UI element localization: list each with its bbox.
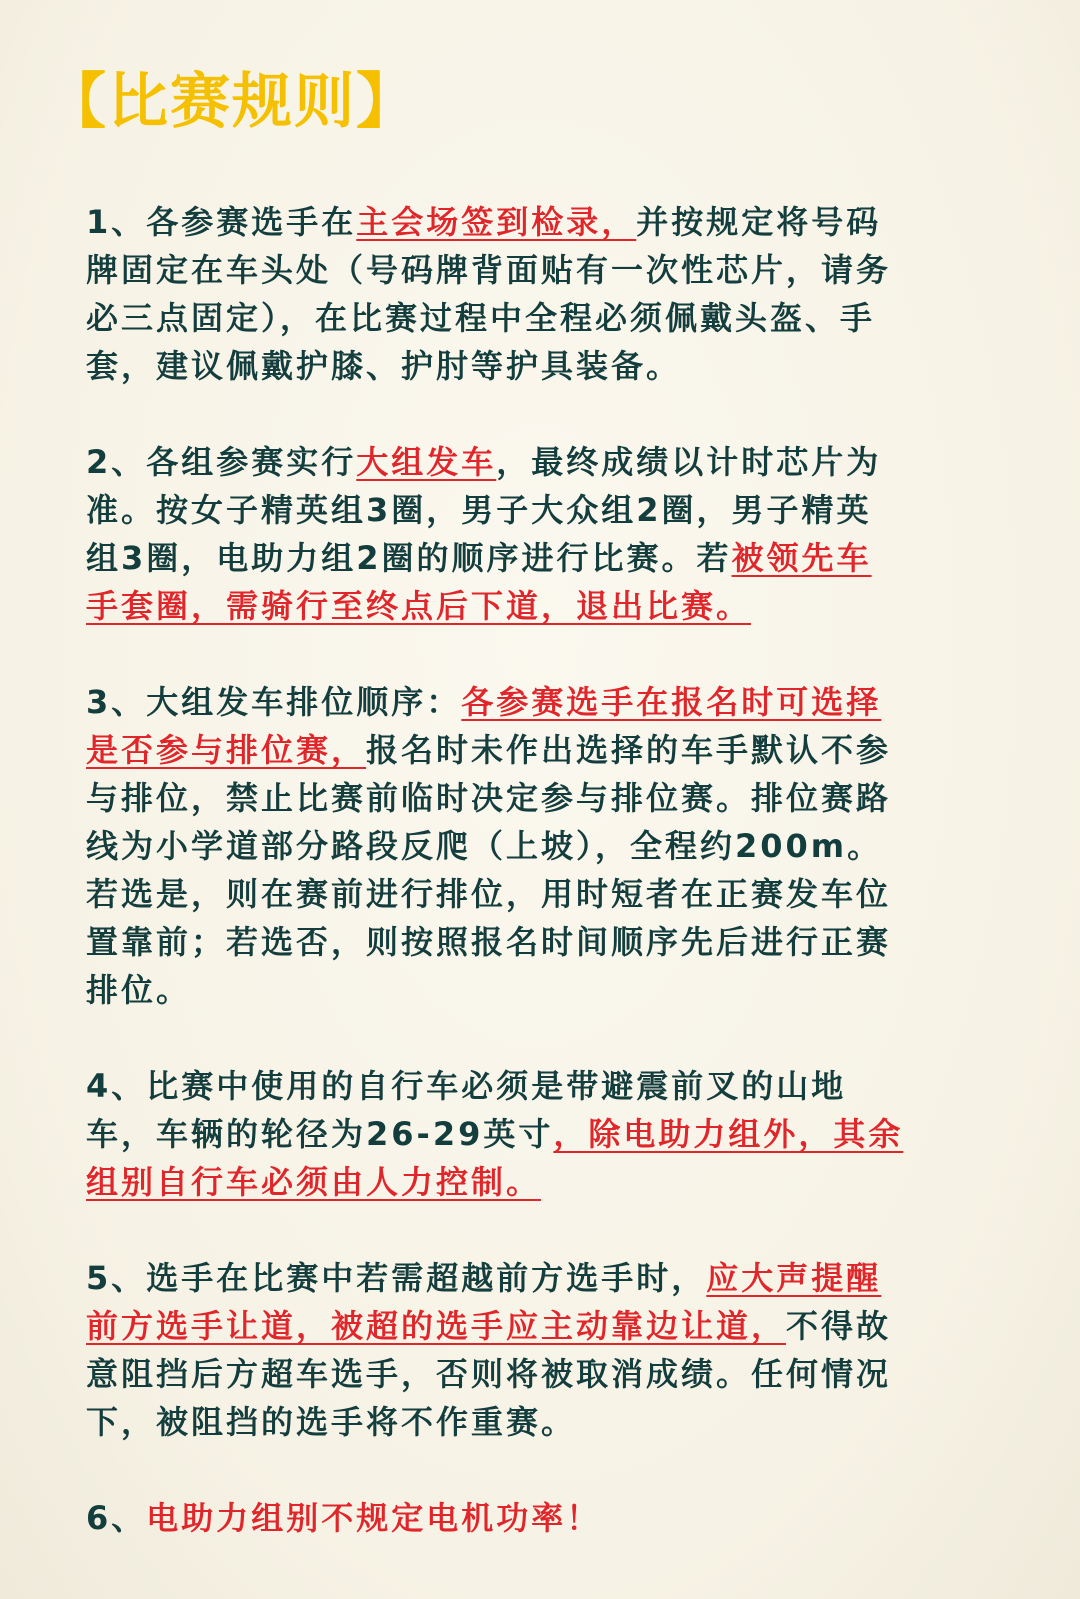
rule-highlight: 主会场签到检录， [356,203,637,241]
rule-item-3 [86,678,906,1014]
rules-list [86,198,906,1542]
rule-text: 并按规定将号码牌固定在车头处（号码牌背面贴有一次性芯片，请务必三点固定），在比赛过程中全程必须佩戴头盔、手套，建议佩戴护膝、护肘等护具装备。 [86,203,892,385]
rule-highlight: 大组发车 [356,443,497,481]
rule-item-6 [86,1494,906,1542]
rule-item-4 [86,1062,906,1206]
rule-emphasis: 电助力组别不规定电机功率！ [146,1499,602,1537]
rule-text: 4、比赛中使用的自行车必须是带避震前叉的山地车，车辆的轮径为26-29英寸 [86,1067,847,1153]
rule-text: 2、各组参赛实行 [86,443,357,481]
rule-item-2 [86,438,906,630]
rule-text: 6、 [86,1499,147,1537]
page-title: 【比赛规则】 [46,67,418,137]
rule-text: 3、大组发车排位顺序： [86,683,462,721]
rule-text: 5、选手在比赛中若需超越前方选手时， [86,1259,707,1297]
rule-highlight: 各参赛选手在报名时可选择是否参与排位赛， [86,683,882,769]
rule-text: 1、各参赛选手在 [86,203,357,241]
rule-highlight: ，除电助力组外，其余组别自行车必须由人力控制。 [86,1115,904,1201]
rule-text: 不得故意阻挡后方超车选手，否则将被取消成绩。任何情况下，被阻挡的选手将不作重赛。 [86,1307,892,1441]
rule-item-5 [86,1254,906,1446]
rule-highlight: 应大声提醒前方选手让道，被超的选手应主动靠边让道， [86,1259,882,1345]
rule-text: 报名时未作出选择的车手默认不参与排位，禁止比赛前临时决定参与排位赛。排位赛路线为小学道部分路段反爬（上坡），全程约200m。若选是，则在赛前进行排位，用时短者在正赛发车位置靠前；若选否，则按照报名时间顺序先后进行正赛排位。 [86,731,892,1009]
rule-text: ，最终成绩以计时芯片为准。按女子精英组3圈，男子大众组2圈，男子精英组3圈，电助力组2圈的顺序进行比赛。若 [86,443,882,577]
rule-item-1 [86,198,906,390]
rule-highlight: 被领先车手套圈，需骑行至终点后下道，退出比赛。 [86,539,872,625]
